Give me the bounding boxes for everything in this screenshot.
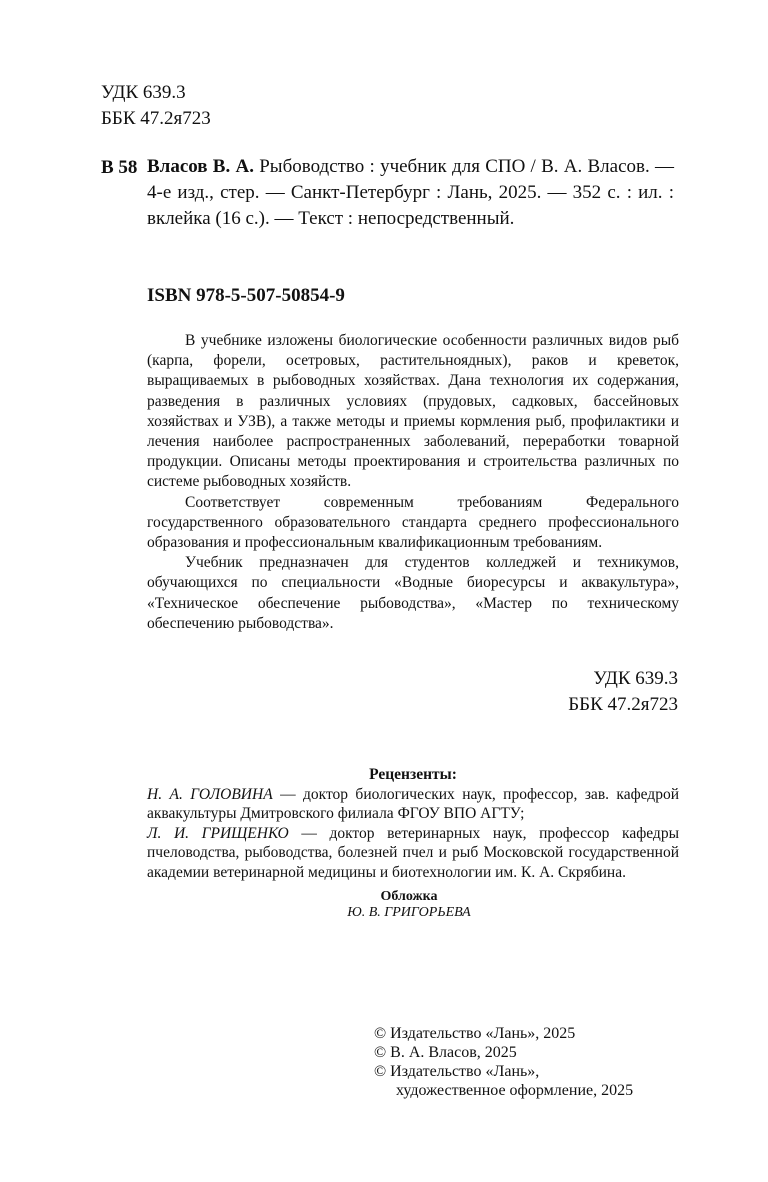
reviewer-credentials: — доктор ветеринарных наук, профессор кафедры пчеловодства, рыбоводства, болезней пчел и рыб Московской государственной академии ветеринарной медицины и биотехнологии им. К. А. Скрябина. [147,824,679,881]
reviewer-name: Л. И. ГРИЩЕНКО [147,824,289,842]
author-sign: В 58 [101,157,138,178]
annotation-paragraph: Учебник предназначен для студентов колледжей и техникумов, обучающихся по специальности «Водные биоресурсы и аквакультура», «Техническое обеспечение рыбоводства», «Мастер по техническому обеспечению рыбоводства». [147,554,679,632]
classification-footer [568,666,678,718]
cover-designer: Ю. В. ГРИГОРЬЕВА [347,905,471,920]
isbn: ISBN 978-5-507-50854-9 [147,285,345,306]
cover-credit [0,889,768,921]
reviewer-credentials: — доктор биологических наук, профессор, зав. кафедрой аквакультуры Дмитровского филиала ФГОУ ВПО АГТУ; [147,785,679,822]
copyright-line: © Издательство «Лань», 2025 [374,1025,576,1042]
udk-code-right: УДК 639.3 [593,668,678,689]
classification-header [101,80,211,132]
cover-title: Обложка [380,889,438,904]
bibliographic-record [147,154,674,232]
copyright-block [374,1024,633,1100]
copyright-line: © Издательство «Лань», [374,1063,540,1080]
udk-code: УДК 639.3 [101,82,186,103]
annotation [147,331,679,634]
reviewers-block [147,765,679,882]
book-author: Власов В. А. [147,156,254,177]
reviewer-entry [147,824,679,883]
annotation-paragraph: В учебнике изложены биологические особенности различных видов рыб (карпа, форели, осетровых, растительноядных), раков и креветок, выращиваемых в рыбоводных хозяйствах. Дана технология их содержания, разведения в различных условиях (прудовых, садковых, бассейновых хозяйствах и УЗВ), а также методы и приемы кормления рыб, профилактики и лечения наиболее распространенных заболеваний, переработки товарной продукции. Описаны методы проектирования и строительства различных по системе рыбоводных хозяйств. [147,332,679,491]
reviewers-title: Рецензенты: [369,766,457,783]
annotation-paragraph: Соответствует современным требованиям Федерального государственного образовательного стандарта среднего профессионального образования и профессиональным квалификационным требованиям. [147,493,679,552]
copyright-line: © В. А. Власов, 2025 [374,1044,517,1061]
bbk-code-right: ББК 47.2я723 [568,694,678,715]
copyright-line: художественное оформление, 2025 [396,1082,634,1099]
reviewer-entry [147,785,679,824]
bbk-code: ББК 47.2я723 [101,108,211,129]
reviewer-name: Н. А. ГОЛОВИНА [147,785,273,803]
book-description: Рыбоводство : учебник для СПО / В. А. Власов. — 4-е изд., стер. — Санкт-Петербург : Лань, 2025. — 352 с. : ил. : вклейка (16 с.). — Текст : непосредственный. [147,156,675,229]
